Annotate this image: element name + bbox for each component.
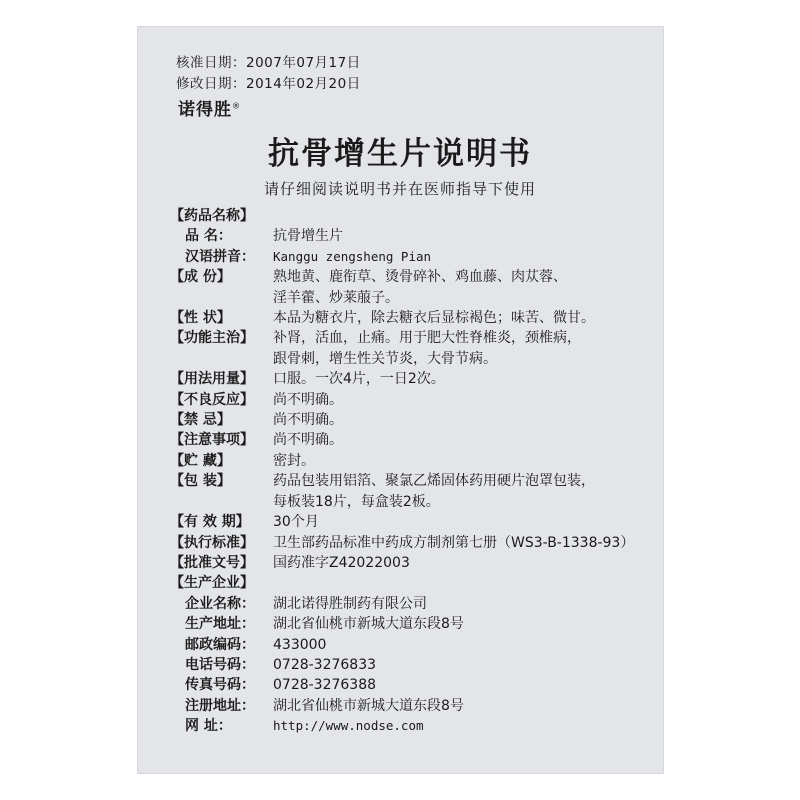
section-value: 口服。一次4片，一日2次。	[273, 371, 445, 388]
section-row	[170, 410, 660, 430]
section-row	[170, 430, 660, 450]
section-row	[170, 206, 660, 226]
section-label: 邮政编码：	[185, 636, 255, 653]
section-row	[170, 226, 660, 246]
section-label: 汉语拼音：	[185, 248, 255, 265]
section-label: 【性 状】	[170, 310, 231, 327]
section-row	[170, 696, 660, 716]
section-row	[170, 655, 660, 675]
section-row	[170, 390, 660, 410]
leaflet-sections	[170, 206, 660, 737]
section-row	[170, 614, 660, 634]
section-label: 【生产企业】	[170, 575, 254, 592]
section-value: 补肾，活血，止痛。用于肥大性脊椎炎，颈椎病， 跟骨刺，增生性关节炎，大骨节病。	[273, 330, 581, 367]
section-value: 0728-3276388	[273, 677, 377, 694]
document-title: 抗骨增生片说明书	[268, 136, 532, 172]
section-value: 密封。	[273, 452, 315, 469]
section-label: 传真号码：	[185, 677, 255, 694]
brand-logo	[178, 95, 241, 120]
document-subtitle: 请仔细阅读说明书并在医师指导下使用	[263, 180, 536, 198]
section-label: 网 址：	[185, 718, 232, 735]
section-row	[170, 675, 660, 695]
approval-date: 核准日期：2007年07月17日	[176, 55, 361, 71]
section-row	[170, 267, 660, 308]
section-value: 30个月	[273, 514, 319, 531]
revision-date: 修改日期：2014年02月20日	[176, 76, 361, 92]
section-row	[170, 594, 660, 614]
section-value: 国药准字Z42022003	[273, 554, 410, 571]
section-value: 湖北省仙桃市新城大道东段8号	[273, 697, 464, 714]
section-value: 433000	[273, 636, 327, 653]
section-value: 药品包装用铝箔、聚氯乙烯固体药用硬片泡罩包装， 每板装18片，每盒装2板。	[273, 473, 595, 510]
section-label: 电话号码：	[185, 656, 255, 673]
section-label: 品 名：	[185, 228, 232, 245]
section-label: 【有 效 期】	[170, 514, 250, 531]
section-row	[170, 308, 660, 328]
section-label: 【用法用量】	[170, 371, 254, 388]
section-label: 【不良反应】	[170, 391, 254, 408]
section-value: 卫生部药品标准中药成方制剂第七册（WS3-B-1338-93）	[273, 534, 635, 551]
section-label: 企业名称：	[185, 595, 255, 612]
section-row	[170, 471, 660, 512]
section-value: 尚不明确。	[273, 412, 343, 429]
section-label: 【贮 藏】	[170, 452, 231, 469]
section-row	[170, 247, 660, 267]
section-label: 【禁 忌】	[170, 412, 231, 429]
section-row	[170, 328, 660, 369]
section-row	[170, 512, 660, 532]
section-label: 【功能主治】	[170, 330, 254, 347]
section-label: 【包 装】	[170, 473, 231, 490]
section-label: 注册地址：	[185, 697, 255, 714]
section-value: 本品为糖衣片，除去糖衣后显棕褐色；味苦、微甘。	[273, 310, 595, 327]
section-row	[170, 369, 660, 389]
section-value: 尚不明确。	[273, 432, 343, 449]
section-value: 抗骨增生片	[273, 228, 343, 245]
section-value: 尚不明确。	[273, 391, 343, 408]
section-row	[170, 451, 660, 471]
section-value: 0728-3276833	[273, 656, 377, 673]
section-value: Kanggu zengsheng Pian	[273, 248, 432, 264]
section-label: 生产地址：	[185, 616, 255, 633]
section-row	[170, 635, 660, 655]
section-label: 【注意事项】	[170, 432, 254, 449]
brand-name: 诺得胜	[178, 100, 232, 120]
section-value: http://www.nodse.com	[273, 718, 424, 734]
section-row	[170, 716, 660, 736]
section-value: 湖北省仙桃市新城大道东段8号	[273, 616, 464, 633]
section-value: 湖北诺得胜制药有限公司	[273, 595, 427, 612]
section-label: 【药品名称】	[170, 208, 254, 224]
section-value: 熟地黄、鹿衔草、烫骨碎补、鸡血藤、肉苁蓉、 淫羊藿、炒莱菔子。	[273, 269, 567, 306]
section-row	[170, 573, 660, 593]
section-row	[170, 553, 660, 573]
section-row	[170, 533, 660, 553]
section-label: 【执行标准】	[170, 534, 254, 551]
registered-mark: ®	[232, 101, 241, 111]
section-label: 【批准文号】	[170, 554, 254, 571]
section-label: 【成 份】	[170, 269, 231, 286]
